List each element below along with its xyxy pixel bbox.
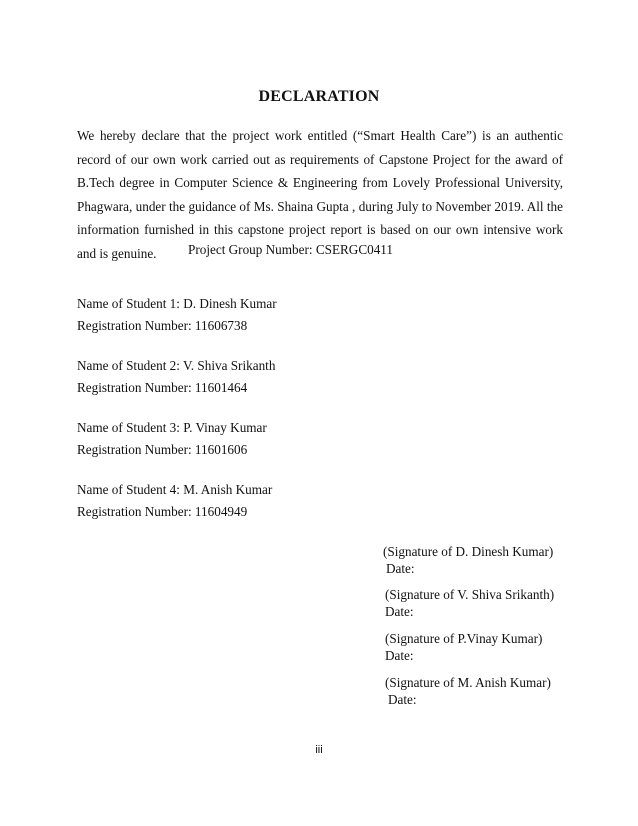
signature-date: Date: (388, 692, 417, 707)
signature-block-1 (383, 543, 553, 577)
page-title: DECLARATION (258, 88, 380, 105)
signature-block-3 (385, 630, 542, 664)
signature-date: Date: (385, 604, 414, 619)
signature-block-4 (385, 674, 551, 708)
student-name: Name of Student 1: D. Dinesh Kumar (77, 296, 277, 311)
signature-line: (Signature of P.Vinay Kumar) (385, 631, 543, 646)
signature-line: (Signature of D. Dinesh Kumar) (383, 544, 554, 559)
signature-date: Date: (386, 561, 415, 576)
student-block-1 (77, 293, 277, 337)
declaration-paragraph: We hereby declare that the project work entitled (“Smart Health Care”) is an authentic record of our own work carried out as requirements of Capstone Project for the award of B.Tech degree in Computer Science & Engineering from Lovely Professional University, Phagwara, under the guidance of Ms. Shaina Gupta , during July to November 2019. All the information furnished in this capstone project report is based on our own intensive work and is genuine. (77, 128, 563, 261)
project-group-number: Project Group Number: CSERGC0411 (188, 242, 394, 257)
signature-line: (Signature of V. Shiva Srikanth) (385, 587, 555, 602)
student-registration: Registration Number: 11601464 (77, 380, 248, 395)
page-number: iii (315, 744, 323, 756)
student-registration: Registration Number: 11601606 (77, 442, 248, 457)
student-registration: Registration Number: 11606738 (77, 318, 248, 333)
student-block-4 (77, 479, 272, 523)
student-registration: Registration Number: 11604949 (77, 504, 248, 519)
signature-date: Date: (385, 648, 414, 663)
signature-block-2 (385, 586, 554, 620)
student-name: Name of Student 3: P. Vinay Kumar (77, 420, 267, 435)
student-block-2 (77, 355, 275, 399)
student-name: Name of Student 4: M. Anish Kumar (77, 482, 273, 497)
student-block-3 (77, 417, 267, 461)
signature-line: (Signature of M. Anish Kumar) (385, 675, 551, 690)
student-name: Name of Student 2: V. Shiva Srikanth (77, 358, 276, 373)
